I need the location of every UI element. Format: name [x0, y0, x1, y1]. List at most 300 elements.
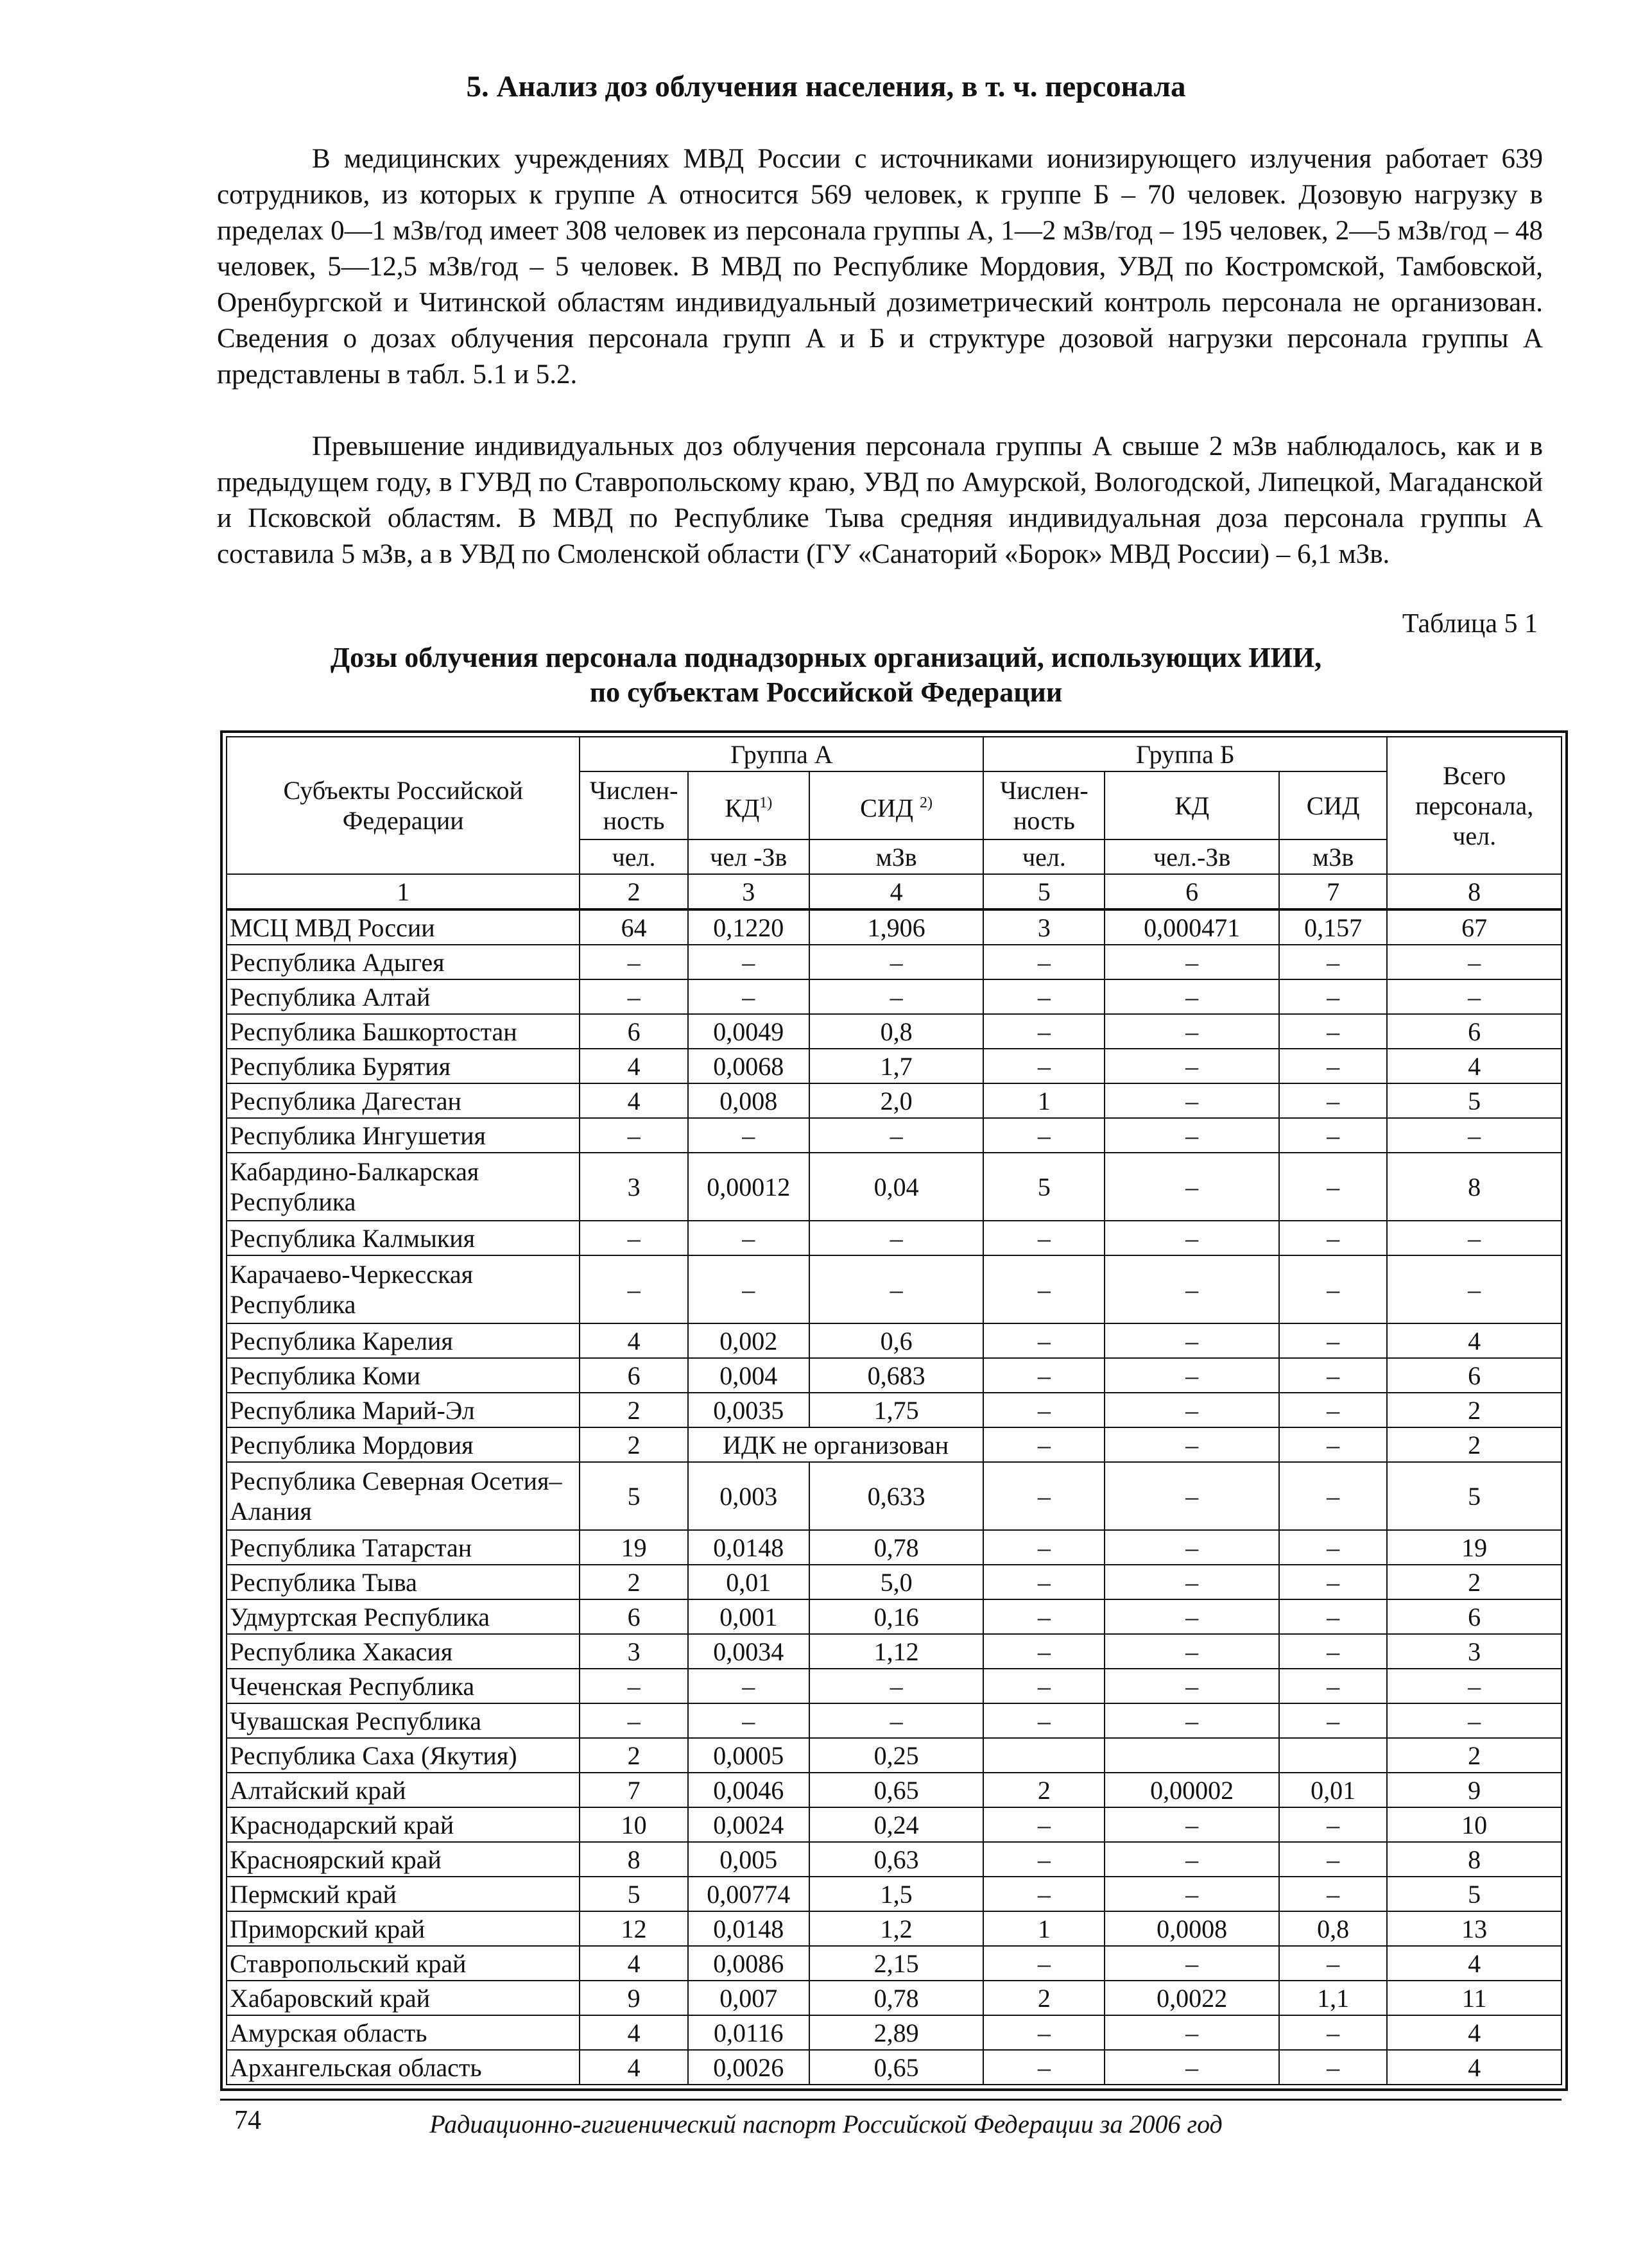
value-cell: –: [983, 979, 1105, 1014]
value-cell: –: [1387, 1255, 1562, 1323]
value-cell: –: [809, 1669, 984, 1703]
table-row: [227, 1118, 1562, 1153]
value-cell: 6: [580, 1014, 687, 1049]
value-cell: 0,00774: [688, 1877, 809, 1911]
subject-cell: Краснодарский край: [227, 1807, 580, 1842]
value-cell: 2: [580, 1393, 687, 1427]
value-cell: –: [1279, 2015, 1387, 2050]
value-cell: 1,75: [809, 1393, 984, 1427]
value-cell: –: [809, 1118, 984, 1153]
subject-cell: Республика Алтай: [227, 979, 580, 1014]
col-number: 4: [809, 874, 984, 909]
value-cell: –: [1105, 1634, 1279, 1669]
value-cell: –: [1105, 1221, 1279, 1255]
table-row: [227, 945, 1562, 979]
table-row: [227, 1877, 1562, 1911]
subject-cell: Удмуртская Республика: [227, 1599, 580, 1634]
value-cell: –: [1279, 1842, 1387, 1877]
value-cell: –: [983, 1393, 1105, 1427]
value-cell: 8: [1387, 1842, 1562, 1877]
table-row: [227, 2050, 1562, 2085]
value-cell: –: [1279, 1049, 1387, 1083]
value-cell: –: [580, 1255, 687, 1323]
value-cell: 0,0034: [688, 1634, 809, 1669]
value-cell: –: [1279, 1221, 1387, 1255]
value-cell: 1: [983, 1083, 1105, 1118]
value-cell: –: [1279, 1565, 1387, 1599]
subject-cell: Чеченская Республика: [227, 1669, 580, 1703]
value-cell: 0,0008: [1105, 1911, 1279, 1946]
value-cell: 2: [1387, 1393, 1562, 1427]
header-b-count: Числен-ность: [983, 771, 1105, 839]
table-row: [227, 1323, 1562, 1358]
subject-cell: Республика Башкортостан: [227, 1014, 580, 1049]
value-cell: –: [983, 945, 1105, 979]
value-cell: 5: [983, 1153, 1105, 1221]
value-cell: –: [1105, 1014, 1279, 1049]
col-number: 8: [1387, 874, 1562, 909]
subject-cell: Республика Тыва: [227, 1565, 580, 1599]
value-cell: 0,0046: [688, 1773, 809, 1807]
subject-cell: Республика Северная Осетия–Алания: [227, 1462, 580, 1530]
value-cell: 0,63: [809, 1842, 984, 1877]
value-cell: 2: [1387, 1738, 1562, 1773]
value-cell: 0,0026: [688, 2050, 809, 2085]
value-cell: –: [580, 979, 687, 1014]
value-cell: –: [983, 2050, 1105, 2085]
value-cell: –: [688, 1669, 809, 1703]
value-cell: 0,007: [688, 1981, 809, 2015]
value-cell: 3: [983, 909, 1105, 945]
subject-cell: Красноярский край: [227, 1842, 580, 1877]
value-cell: –: [1279, 2050, 1387, 2085]
value-cell: 0,633: [809, 1462, 984, 1530]
header-total: Всего персонала, чел.: [1387, 737, 1562, 874]
value-cell: 8: [1387, 1153, 1562, 1221]
footer-title: Радиационно-гигиенический паспорт Российской Федерации за 2006 год: [429, 2110, 1223, 2138]
value-cell: –: [983, 1842, 1105, 1877]
col-number: 5: [983, 874, 1105, 909]
subject-cell: Алтайский край: [227, 1773, 580, 1807]
value-cell: –: [1279, 1358, 1387, 1393]
value-cell: –: [1279, 1118, 1387, 1153]
value-cell: 6: [1387, 1358, 1562, 1393]
dose-table-frame: [220, 730, 1568, 2091]
value-cell: –: [580, 1703, 687, 1738]
value-cell: 0,0068: [688, 1049, 809, 1083]
value-cell: –: [1105, 1703, 1279, 1738]
table-row: [227, 1703, 1562, 1738]
value-cell: –: [983, 1807, 1105, 1842]
value-cell: –: [1279, 1323, 1387, 1358]
table-row: [227, 1014, 1562, 1049]
subject-cell: Пермский край: [227, 1877, 580, 1911]
value-cell: 5: [1387, 1462, 1562, 1530]
value-cell: 9: [580, 1981, 687, 2015]
value-cell: 0,005: [688, 1842, 809, 1877]
value-cell: 0,65: [809, 1773, 984, 1807]
subject-cell: Архангельская область: [227, 2050, 580, 2085]
value-cell: –: [1387, 945, 1562, 979]
value-cell: 67: [1387, 909, 1562, 945]
value-cell: 0,0005: [688, 1738, 809, 1773]
subject-cell: МСЦ МВД России: [227, 909, 580, 945]
value-cell: –: [1105, 2015, 1279, 2050]
dose-table: [226, 736, 1562, 2085]
subject-cell: Республика Карелия: [227, 1323, 580, 1358]
value-cell: 0,0022: [1105, 1981, 1279, 2015]
value-cell: –: [1105, 1877, 1279, 1911]
table-row: [227, 1946, 1562, 1981]
subject-cell: Приморский край: [227, 1911, 580, 1946]
value-cell: 0,157: [1279, 909, 1387, 945]
value-cell: –: [1105, 1323, 1279, 1358]
header-a-sid: СИД $^{2)}$: [809, 771, 984, 839]
unit-b-kd: чел.-Зв: [1105, 839, 1279, 874]
header-group-a: Группа А: [580, 737, 983, 771]
value-cell: 0,8: [809, 1014, 984, 1049]
value-cell: 2: [580, 1565, 687, 1599]
value-cell: –: [1279, 1083, 1387, 1118]
table-title: [0, 641, 1652, 710]
value-cell: 7: [580, 1773, 687, 1807]
header-a-kd: КД$^{1)}$: [688, 771, 809, 839]
value-cell: 0,0086: [688, 1946, 809, 1981]
value-cell: –: [1105, 1393, 1279, 1427]
value-cell: –: [983, 1530, 1105, 1565]
value-cell: 2,89: [809, 2015, 984, 2050]
value-cell: 2: [1387, 1565, 1562, 1599]
table-number: Таблица 5 1: [1402, 609, 1538, 639]
table-row: [227, 1221, 1562, 1255]
value-cell: –: [1105, 1358, 1279, 1393]
value-cell: –: [1279, 1153, 1387, 1221]
table-row: [227, 1153, 1562, 1221]
value-cell: –: [1279, 1703, 1387, 1738]
value-cell: –: [983, 1946, 1105, 1981]
value-cell: –: [1105, 1599, 1279, 1634]
value-cell: –: [1105, 1049, 1279, 1083]
table-row: [227, 1634, 1562, 1669]
subject-cell: Республика Адыгея: [227, 945, 580, 979]
table-row: [227, 2015, 1562, 2050]
value-cell: –: [1105, 979, 1279, 1014]
table-title-line-1: Дозы облучения персонала поднадзорных организаций, использующих ИИИ,: [330, 642, 1322, 673]
value-cell: 19: [1387, 1530, 1562, 1565]
value-cell: 2,15: [809, 1946, 984, 1981]
value-cell: –: [1105, 1462, 1279, 1530]
value-cell: ИДК не организован: [688, 1427, 984, 1462]
value-cell: 0,65: [809, 2050, 984, 2085]
subject-cell: Республика Бурятия: [227, 1049, 580, 1083]
value-cell: [1105, 1738, 1279, 1773]
value-cell: 4: [580, 2015, 687, 2050]
table-row: [227, 1911, 1562, 1946]
table-row: [227, 1393, 1562, 1427]
value-cell: –: [983, 1427, 1105, 1462]
value-cell: –: [1279, 1427, 1387, 1462]
value-cell: –: [983, 1255, 1105, 1323]
value-cell: –: [688, 979, 809, 1014]
value-cell: –: [983, 1599, 1105, 1634]
header-subjects: Субъекты Российской Федерации: [227, 737, 580, 874]
subject-cell: Республика Хакасия: [227, 1634, 580, 1669]
value-cell: –: [1279, 945, 1387, 979]
value-cell: –: [1279, 1877, 1387, 1911]
value-cell: –: [1279, 1255, 1387, 1323]
table-row: [227, 1738, 1562, 1773]
page-number: 74: [234, 2106, 261, 2135]
value-cell: –: [1105, 1807, 1279, 1842]
table-row: [227, 1981, 1562, 2015]
value-cell: –: [983, 1703, 1105, 1738]
value-cell: –: [1105, 1255, 1279, 1323]
value-cell: 1,906: [809, 909, 984, 945]
value-cell: 0,1220: [688, 909, 809, 945]
value-cell: –: [688, 945, 809, 979]
value-cell: –: [1105, 945, 1279, 979]
value-cell: –: [1279, 1393, 1387, 1427]
value-cell: 4: [580, 1083, 687, 1118]
unit-a-sid: мЗв: [809, 839, 984, 874]
value-cell: –: [1279, 1462, 1387, 1530]
value-cell: 4: [580, 1323, 687, 1358]
value-cell: –: [1105, 1946, 1279, 1981]
value-cell: 1,5: [809, 1877, 984, 1911]
value-cell: –: [809, 1255, 984, 1323]
value-cell: 0,001: [688, 1599, 809, 1634]
value-cell: 0,004: [688, 1358, 809, 1393]
value-cell: –: [1279, 1599, 1387, 1634]
value-cell: 2,0: [809, 1083, 984, 1118]
value-cell: –: [688, 1221, 809, 1255]
value-cell: 4: [1387, 1049, 1562, 1083]
value-cell: –: [1105, 1565, 1279, 1599]
value-cell: –: [983, 1877, 1105, 1911]
value-cell: –: [1279, 1946, 1387, 1981]
paragraph-2: Превышение индивидуальных доз облучения персонала группы А свыше 2 мЗв наблюдалось, как и в предыдущем году, в ГУВД по Ставропольскому краю, УВД по Амурской, Вологодской, Липецкой, Магаданской и Псковской областям. В МВД по Республике Тыва средняя индивидуальная доза персонала группы А составила 5 мЗв, а в УВД по Смоленской области (ГУ «Санаторий «Борок» МВД России) – 6,1 мЗв.: [217, 431, 1543, 569]
unit-b-sid: мЗв: [1279, 839, 1387, 874]
table-row: [227, 1427, 1562, 1462]
value-cell: 4: [1387, 2015, 1562, 2050]
value-cell: 2: [1387, 1427, 1562, 1462]
value-cell: 5: [1387, 1083, 1562, 1118]
value-cell: –: [809, 1703, 984, 1738]
value-cell: 3: [1387, 1634, 1562, 1669]
subject-cell: Республика Калмыкия: [227, 1221, 580, 1255]
value-cell: –: [1105, 1669, 1279, 1703]
unit-b-count: чел.: [983, 839, 1105, 874]
value-cell: –: [983, 1118, 1105, 1153]
value-cell: –: [1279, 1014, 1387, 1049]
value-cell: 0,000471: [1105, 909, 1279, 945]
value-cell: 6: [1387, 1014, 1562, 1049]
value-cell: 10: [1387, 1807, 1562, 1842]
value-cell: 0,008: [688, 1083, 809, 1118]
table-row: [227, 1565, 1562, 1599]
value-cell: 0,16: [809, 1599, 984, 1634]
value-cell: –: [983, 1669, 1105, 1703]
value-cell: 2: [580, 1427, 687, 1462]
subject-cell: Республика Марий-Эл: [227, 1393, 580, 1427]
value-cell: 64: [580, 909, 687, 945]
value-cell: –: [983, 1462, 1105, 1530]
value-cell: –: [580, 1669, 687, 1703]
value-cell: [1279, 1738, 1387, 1773]
unit-a-count: чел.: [580, 839, 687, 874]
subject-cell: Кабардино-Балкарская Республика: [227, 1153, 580, 1221]
paragraph-1: В медицинских учреждениях МВД России с источниками ионизирующего излучения работает 639 сотрудников, из которых к группе А относится 569 человек, к группе Б – 70 человек. Дозовую нагрузку в пределах 0—1 мЗв/год имеет 308 человек из персонала группы А, 1—2 мЗв/год – 195 человек, 2—5 мЗв/год – 48 человек, 5—12,5 мЗв/год – 5 человек. В МВД по Республике Мордовия, УВД по Костромской, Тамбовской, Оренбургской и Читинской областям индивидуальный дозиметрический контроль персонала не организован. Сведения о дозах облучения персонала групп А и Б и структуре дозовой нагрузки персонала группы А представлены в табл. 5.1 и 5.2.: [217, 144, 1543, 390]
value-cell: –: [809, 945, 984, 979]
subject-cell: Республика Мордовия: [227, 1427, 580, 1462]
value-cell: 13: [1387, 1911, 1562, 1946]
header-b-sid: СИД: [1279, 771, 1387, 839]
value-cell: –: [983, 1358, 1105, 1393]
value-cell: –: [1105, 1530, 1279, 1565]
value-cell: –: [1387, 1118, 1562, 1153]
table-row: [227, 1773, 1562, 1807]
value-cell: 0,0035: [688, 1393, 809, 1427]
section-heading: 5. Анализ доз облучения населения, в т. ч. персонала: [466, 70, 1186, 103]
value-cell: –: [1387, 1669, 1562, 1703]
value-cell: 0,25: [809, 1738, 984, 1773]
col-number: 7: [1279, 874, 1387, 909]
value-cell: –: [580, 1221, 687, 1255]
subject-cell: Республика Ингушетия: [227, 1118, 580, 1153]
value-cell: 8: [580, 1842, 687, 1877]
value-cell: 3: [580, 1153, 687, 1221]
subject-cell: Республика Татарстан: [227, 1530, 580, 1565]
header-group-b: Группа Б: [983, 737, 1387, 771]
value-cell: 0,8: [1279, 1911, 1387, 1946]
value-cell: –: [688, 1703, 809, 1738]
value-cell: 4: [580, 1049, 687, 1083]
value-cell: [983, 1738, 1105, 1773]
value-cell: –: [1387, 1703, 1562, 1738]
value-cell: 12: [580, 1911, 687, 1946]
subject-cell: Карачаево-Черкесская Республика: [227, 1255, 580, 1323]
value-cell: –: [688, 1255, 809, 1323]
value-cell: 0,0148: [688, 1530, 809, 1565]
value-cell: 0,0024: [688, 1807, 809, 1842]
table-title-line-2: по субъектам Российской Федерации: [589, 676, 1063, 708]
value-cell: 2: [983, 1773, 1105, 1807]
value-cell: 0,002: [688, 1323, 809, 1358]
value-cell: 0,00012: [688, 1153, 809, 1221]
value-cell: 4: [580, 1946, 687, 1981]
value-cell: –: [1105, 2050, 1279, 2085]
value-cell: 0,003: [688, 1462, 809, 1530]
col-number: 3: [688, 874, 809, 909]
value-cell: 0,6: [809, 1323, 984, 1358]
header-a-count: Числен-ность: [580, 771, 687, 839]
value-cell: 0,0148: [688, 1911, 809, 1946]
value-cell: –: [983, 1049, 1105, 1083]
value-cell: –: [1279, 1807, 1387, 1842]
value-cell: 0,01: [1279, 1773, 1387, 1807]
value-cell: 19: [580, 1530, 687, 1565]
value-cell: 0,78: [809, 1981, 984, 2015]
col-number: 2: [580, 874, 687, 909]
value-cell: 4: [1387, 1946, 1562, 1981]
value-cell: 0,683: [809, 1358, 984, 1393]
value-cell: 5,0: [809, 1565, 984, 1599]
value-cell: –: [688, 1118, 809, 1153]
value-cell: –: [1105, 1083, 1279, 1118]
subject-cell: Ставропольский край: [227, 1946, 580, 1981]
value-cell: 0,24: [809, 1807, 984, 1842]
value-cell: –: [1279, 979, 1387, 1014]
value-cell: 6: [580, 1599, 687, 1634]
subject-cell: Республика Коми: [227, 1358, 580, 1393]
value-cell: 5: [580, 1877, 687, 1911]
value-cell: –: [1387, 979, 1562, 1014]
value-cell: 6: [580, 1358, 687, 1393]
value-cell: –: [580, 945, 687, 979]
unit-a-kd: чел -Зв: [688, 839, 809, 874]
value-cell: 4: [1387, 2050, 1562, 2085]
value-cell: 2: [580, 1738, 687, 1773]
col-number: 1: [227, 874, 580, 909]
value-cell: 0,01: [688, 1565, 809, 1599]
table-row: [227, 1358, 1562, 1393]
value-cell: 3: [580, 1634, 687, 1669]
table-row: [227, 979, 1562, 1014]
value-cell: –: [983, 1634, 1105, 1669]
value-cell: 10: [580, 1807, 687, 1842]
value-cell: 1,12: [809, 1634, 984, 1669]
value-cell: 0,04: [809, 1153, 984, 1221]
table-row: [227, 1462, 1562, 1530]
value-cell: –: [983, 1323, 1105, 1358]
value-cell: 0,0116: [688, 2015, 809, 2050]
value-cell: –: [580, 1118, 687, 1153]
value-cell: 9: [1387, 1773, 1562, 1807]
value-cell: –: [983, 1014, 1105, 1049]
value-cell: –: [809, 1221, 984, 1255]
value-cell: –: [1105, 1118, 1279, 1153]
value-cell: –: [1279, 1530, 1387, 1565]
value-cell: –: [1387, 1221, 1562, 1255]
value-cell: 11: [1387, 1981, 1562, 2015]
table-row: [227, 1049, 1562, 1083]
value-cell: –: [1105, 1427, 1279, 1462]
footer-rule: [220, 2099, 1562, 2101]
value-cell: 1,1: [1279, 1981, 1387, 2015]
value-cell: 0,0049: [688, 1014, 809, 1049]
value-cell: 0,00002: [1105, 1773, 1279, 1807]
value-cell: 2: [983, 1981, 1105, 2015]
subject-cell: Республика Саха (Якутия): [227, 1738, 580, 1773]
value-cell: –: [1279, 1669, 1387, 1703]
subject-cell: Чувашская Республика: [227, 1703, 580, 1738]
value-cell: 5: [1387, 1877, 1562, 1911]
value-cell: –: [809, 979, 984, 1014]
table-row: [227, 1807, 1562, 1842]
value-cell: 1,2: [809, 1911, 984, 1946]
value-cell: –: [983, 1221, 1105, 1255]
table-row: [227, 1842, 1562, 1877]
value-cell: 4: [580, 2050, 687, 2085]
value-cell: 6: [1387, 1599, 1562, 1634]
subject-cell: Республика Дагестан: [227, 1083, 580, 1118]
value-cell: 1,7: [809, 1049, 984, 1083]
value-cell: –: [1279, 1634, 1387, 1669]
value-cell: –: [1105, 1153, 1279, 1221]
table-row: [227, 1255, 1562, 1323]
header-b-kd: КД: [1105, 771, 1279, 839]
value-cell: 1: [983, 1911, 1105, 1946]
